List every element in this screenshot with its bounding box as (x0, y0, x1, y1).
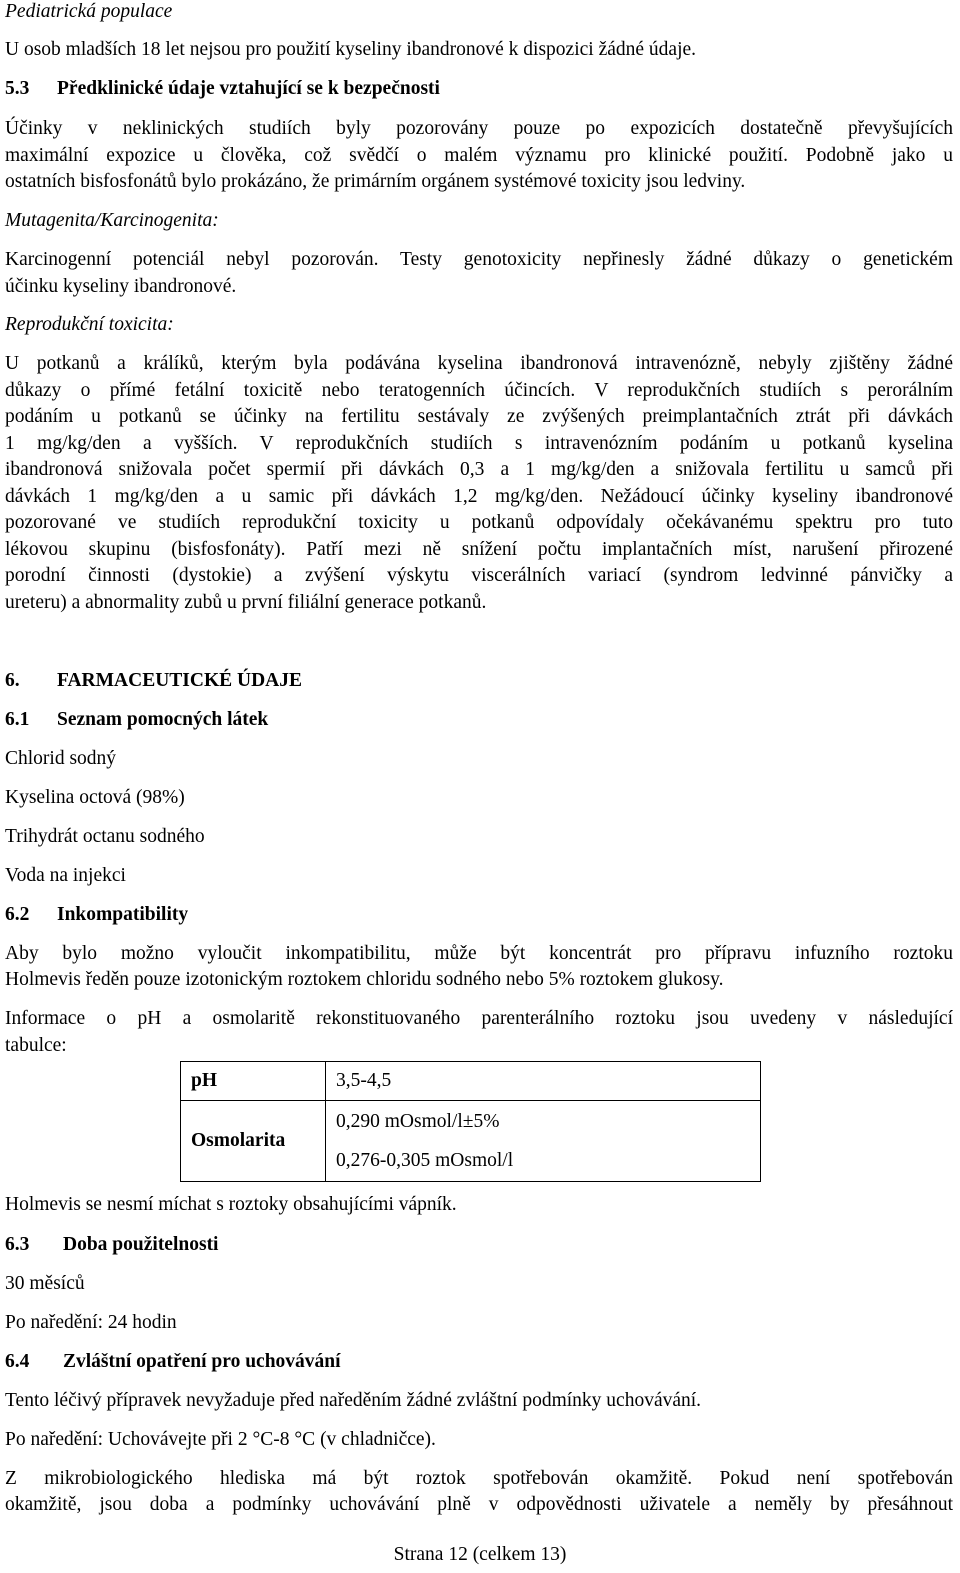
paragraph-line: ostatních bisfosfonátů bylo prokázáno, že primárním orgánem systémové toxicity jsou ledviny. (5, 171, 746, 192)
section-number: 6.1 (5, 709, 30, 730)
section-heading-6-3 (5, 1233, 218, 1257)
excipient-item: Chlorid sodný (5, 748, 117, 769)
paragraph-line: podáním u potkanů se účinky na fertilitu sestávaly ze zvýšených preimplantačních ztrát při dávkách (5, 406, 953, 427)
paragraph-line: 1 mg/kg/den a vyšších. V reprodukčních studiích s intravenózním podáním u potkanů kyselina (5, 433, 953, 454)
section-title: Zvláštní opatření pro uchovávání (63, 1351, 341, 1372)
paragraph-line: Aby bylo možno vyloučit inkompatibilitu, může být koncentrát pro přípravu infuzního roztoku (5, 943, 953, 964)
table-cell-value (326, 1101, 761, 1182)
section-heading-6-4 (5, 1350, 341, 1374)
table-row (181, 1101, 761, 1182)
section-number: 6.2 (5, 904, 30, 925)
paragraph-line: důkazy o přímé fetální toxicitě nebo teratogenních účincích. V reprodukčních studiích s perorálním (5, 380, 953, 401)
page-footer: Strana 12 (celkem 13) (393, 1544, 567, 1565)
ph-osmolarity-table (180, 1061, 761, 1182)
paragraph-line: Karcinogenní potenciál nebyl pozorován. Testy genotoxicity nepřinesly žádné důkazy o genetickém (5, 249, 953, 270)
paragraph-line: porodní činnosti (dystokie) a zvýšení výskytu viscerálních variací (syndrom ledvinné pánvičky a (5, 565, 953, 586)
paragraph-line: lékovou skupinu (bisfosfonáty). Patří mezi ně snížení počtu implantačních míst, narušení přirozené (5, 539, 953, 560)
paragraph-line: Holmevis se nesmí míchat s roztoky obsahujícími vápník. (5, 1194, 457, 1215)
shelf-life-line: 30 měsíců (5, 1273, 85, 1294)
paragraph-line: tabulce: (5, 1035, 67, 1056)
section-number: 6. (5, 670, 20, 691)
subheading-reproductive: Reprodukční toxicita: (5, 314, 174, 335)
paragraph-line: Informace o pH a osmolaritě rekonstituovaného parenterálního roztoku jsou uvedeny v následující (5, 1008, 953, 1029)
section-title: Doba použitelnosti (63, 1234, 219, 1255)
table-cell-label: pH (181, 1062, 326, 1101)
section-heading-6-2 (5, 903, 188, 927)
paragraph-line: dávkách 1 mg/kg/den a u samic při dávkách 1,2 mg/kg/den. Nežádoucí účinky kyseliny ibandronové (5, 486, 953, 507)
osmolarity-range: 0,276-0,305 mOsmol/l (336, 1150, 514, 1171)
section-number: 6.4 (5, 1351, 30, 1372)
osmolarity-value: 0,290 mOsmol/l±5% (336, 1111, 500, 1132)
paragraph-line: Z mikrobiologického hlediska má být roztok spotřebován okamžitě. Pokud není spotřebován (5, 1468, 953, 1489)
paragraph-line: Tento léčivý přípravek nevyžaduje před naředěním žádné zvláštní podmínky uchovávání. (5, 1390, 702, 1411)
section-title: Inkompatibility (57, 904, 189, 925)
section-title: FARMACEUTICKÉ ÚDAJE (57, 670, 303, 691)
excipient-item: Voda na injekci (5, 865, 126, 886)
section-title: Seznam pomocných látek (57, 709, 269, 730)
paragraph-line: U potkanů a králíků, kterým byla podávána kyselina ibandronová intravenózně, nebyly zjištěny žádné (5, 353, 953, 374)
subheading-mutagenicity: Mutagenita/Karcinogenita: (5, 210, 219, 231)
paragraph-line: ibandronová snižovala počet spermií při dávkách 0,3 a 1 mg/kg/den a snižovala fertilitu u samců při (5, 459, 953, 480)
section-heading-5-3 (5, 77, 440, 101)
section-heading-6 (5, 669, 302, 693)
paragraph-line: Po naředění: Uchovávejte při 2 °C-8 °C (v chladničce). (5, 1429, 436, 1450)
paragraph-line: okamžitě, jsou doba a podmínky uchovávání plně v odpovědnosti uživatele a neměly by přesáhnout (5, 1494, 953, 1515)
paragraph-line: pozorované ve studiích reprodukční toxicity u potkanů odpovídaly očekávanému spektru pro tuto (5, 512, 953, 533)
section-number: 6.3 (5, 1234, 30, 1255)
paragraph-line: účinku kyseliny ibandronové. (5, 276, 237, 297)
paragraph-line: U osob mladších 18 let nejsou pro použití kyseliny ibandronové k dispozici žádné údaje. (5, 39, 697, 60)
table-cell-value: 3,5-4,5 (326, 1062, 761, 1101)
section-heading-6-1 (5, 708, 268, 732)
paragraph-line: ureteru) a abnormality zubů u první filiální generace potkanů. (5, 592, 487, 613)
paragraph-line: maximální expozice u člověka, což svědčí o malém významu pro klinické použití. Podobně jako u (5, 145, 953, 166)
paragraph-line: Účinky v neklinických studiích byly pozorovány pouze po expozicích dostatečně převyšujících (5, 118, 953, 139)
excipient-item: Trihydrát octanu sodného (5, 826, 205, 847)
subheading-pediatric: Pediatrická populace (5, 1, 173, 22)
table-cell-label: Osmolarita (181, 1101, 326, 1182)
excipient-item: Kyselina octová (98%) (5, 787, 185, 808)
section-number: 5.3 (5, 78, 30, 99)
paragraph-line: Holmevis ředěn pouze izotonickým roztokem chloridu sodného nebo 5% roztokem glukosy. (5, 969, 724, 990)
shelf-life-line: Po naředění: 24 hodin (5, 1312, 177, 1333)
table-row (181, 1062, 761, 1101)
section-title: Předklinické údaje vztahující se k bezpečnosti (57, 78, 440, 99)
